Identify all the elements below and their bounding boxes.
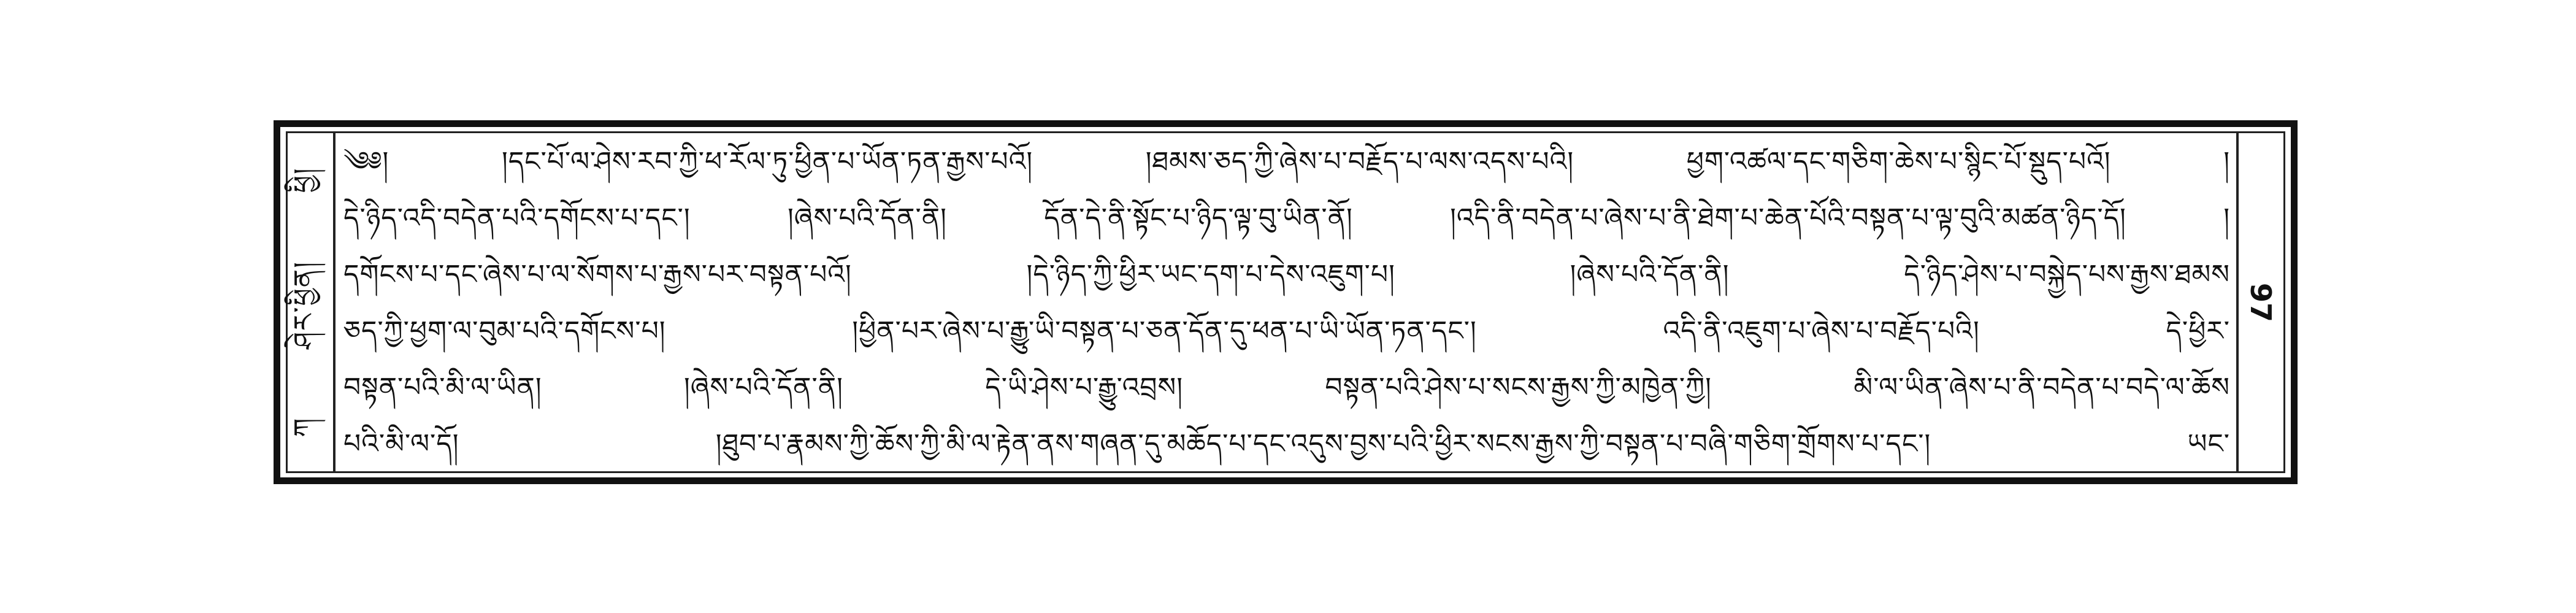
margin-volume-letter: ཀ xyxy=(288,417,320,438)
margin-title xyxy=(288,133,335,471)
margin-section: ཕྱི། xyxy=(288,167,320,193)
tibetan-text-body xyxy=(343,139,2230,468)
text-line-5: བསྟན་པའི་མི་ལ་ཡིན། །ཞེས་པའི་དོན་ནི། དེ་ཡི་ཤེས་པ་རྒྱུ་འབྲས། བསྟན་པའི་ཤེས་པ་སངས་རྒྱས་ཀྱི་མཁྱེན་ཀྱི། མི་ལ་ཡིན་ཞེས་པ་ནི་བདེན་པ་བདེ་ལ་ཆོས xyxy=(343,372,2230,403)
text-line-3: དགོངས་པ་དང་ཞེས་པ་ལ་སོགས་པ་རྒྱས་པར་བསྟན་པའོ། །དེ་ཉིད་ཀྱི་ཕྱིར་ཡང་དག་པ་དེས་འཇུག་པ། །ཞེས་པའི་དོན་ནི། དེ་ཉིད་ཤེས་པ་བསྐྱེད་པས་རྒྱས་ཐམས xyxy=(343,259,2230,290)
page-number: 97 xyxy=(2244,282,2278,322)
text-line-1: ༄༅། །དང་པོ་ལ་ཤེས་རབ་ཀྱི་ཕ་རོལ་ཏུ་ཕྱིན་པ་ཡོན་ཏན་རྒྱས་པའོ། །ཐམས་ཅད་ཀྱི་ཞེས་པ་བརྗོད་པ་ལས་འདས་པའི། ཕྱག་འཚལ་དང་གཅིག་ཆེས་པ་སྙིང་པོ་སྡུད་པའོ། ། xyxy=(343,146,2230,177)
margin-text-title: ཤེར་ཕྱིན། xyxy=(288,261,320,349)
text-line-4: ཅད་ཀྱི་ཕྱག་ལ་བུམ་པའི་དགོངས་པ། །ཕྱིན་པར་ཞེས་པ་རྒྱུ་ཡི་བསྟན་པ་ཅན་དོན་དུ་ཕན་པ་ཡི་ཡོན་ཏན་དང་། འདི་ནི་འཇུག་པ་ཞེས་པ་བརྗོད་པའི། དེ་ཕྱིར་ xyxy=(343,315,2230,347)
page-number-box xyxy=(2239,133,2283,471)
text-line-6: པའི་མི་ལ་དོ། །ཐུབ་པ་རྣམས་ཀྱི་ཆོས་ཀྱི་མི་ལ་རྟེན་ནས་གཞན་དུ་མཆོད་པ་དང་འདུས་བྱས་པའི་ཕྱིར་སངས་རྒྱས་ཀྱི་བསྟན་པ་བཞི་གཅིག་གྲོགས་པ་དང་། ཡང་ xyxy=(343,428,2230,460)
left-margin-panel xyxy=(288,133,335,471)
right-margin-panel xyxy=(2236,133,2283,471)
text-line-2: དེ་ཉིད་འདི་བདེན་པའི་དགོངས་པ་དང་། །ཞེས་པའི་དོན་ནི། དོན་དེ་ནི་སྟོང་པ་ཉིད་ལྟ་བུ་ཡིན་ནོ། །འདི་ནི་བདེན་པ་ཞེས་པ་ནི་ཐེག་པ་ཆེན་པོའི་བསྟན་པ་ལྟ་བུའི་མཚན་ཉིད་དོ། ། xyxy=(343,202,2230,234)
